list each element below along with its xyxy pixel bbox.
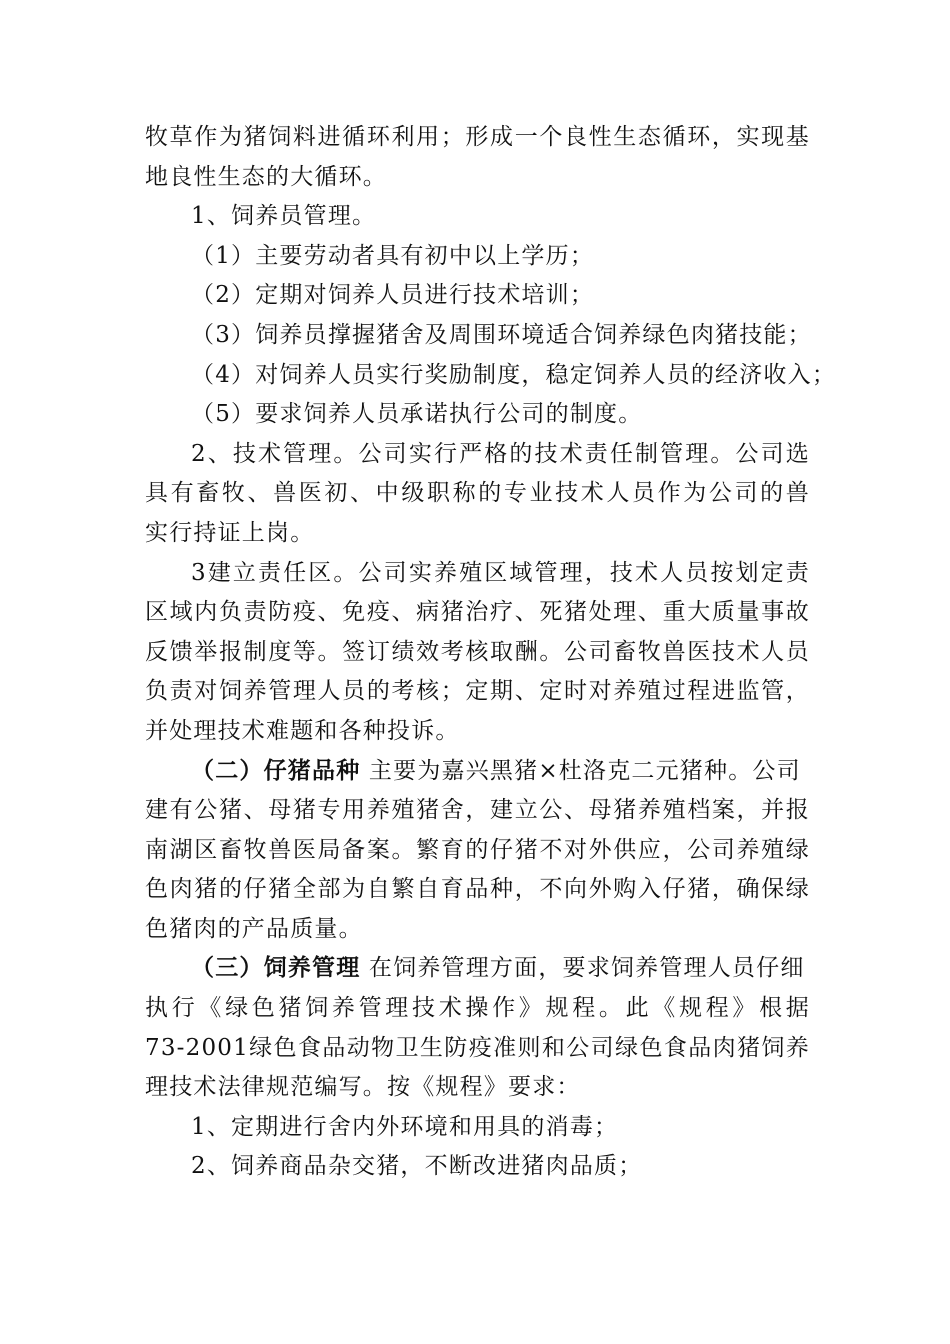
text-line: 色猪肉的产品质量。 <box>145 915 363 942</box>
text-line: 73-2001绿色食品动物卫生防疫准则和公司绿色食品肉猪饲养 <box>145 1034 810 1061</box>
text-line: 牧草作为猪饲料进循环利用；形成一个良性生态循环，实现基 <box>145 124 810 150</box>
list-item: （1）主要劳动者具有初中以上学历； <box>191 242 595 269</box>
list-item: 1、定期进行舍内外环境和用具的消毒； <box>191 1113 619 1140</box>
section-heading-feeding-management: （三）饲养管理 <box>191 955 361 982</box>
text-run: 在饲养管理方面，要求饲养管理人员仔细 <box>368 955 805 982</box>
text-line: 执行《绿色猪饲养管理技术操作》规程。此《规程》根据 <box>145 995 810 1022</box>
text-line: 负责对饲养管理人员的考核；定期、定时对养殖过程进监管， <box>145 678 810 705</box>
text-line: 南湖区畜牧兽医局备案。繁育的仔猪不对外供应，公司养殖绿 <box>145 836 810 863</box>
text-line: 具有畜牧、兽医初、中级职称的专业技术人员作为公司的兽 <box>145 480 810 507</box>
text-run: 主要为嘉兴黑猪×杜洛克二元猪种。公司 <box>368 757 801 784</box>
text-line: 建有公猪、母猪专用养殖猪舍，建立公、母猪养殖档案，并报 <box>145 797 810 824</box>
text-line: 反馈举报制度等。签订绩效考核取酬。公司畜牧兽医技术人员 <box>145 638 810 665</box>
list-item: （2）定期对饲养人员进行技术培训； <box>191 282 595 309</box>
text-line: 并处理技术难题和各种投诉。 <box>145 717 460 744</box>
paragraph-technical-management <box>145 435 810 554</box>
text-line: 2、技术管理。公司实行严格的技术责任制管理。公司选 <box>191 440 810 467</box>
list-item: （4）对饲养人员实行奖励制度，稳定饲养人员的经济收入； <box>191 361 837 388</box>
list-item: （3）饲养员撑握猪舍及周围环境适合饲养绿色肉猪技能； <box>191 321 812 348</box>
text-line: 理技术法律规范编写。按《规程》要求： <box>145 1074 581 1101</box>
text-line <box>145 949 810 989</box>
section-heading-piglet-breed: （二）仔猪品种 <box>191 757 361 784</box>
document-page <box>145 118 837 1187</box>
section-keeper-management: 1、饲养员管理。 <box>191 203 377 230</box>
paragraph-feeding-management <box>145 949 810 1107</box>
text-line: 地良性生态的大循环。 <box>145 163 387 190</box>
text-line <box>145 752 810 792</box>
text-line: 色肉猪的仔猪全部为自繁自育品种，不向外购入仔猪，确保绿 <box>145 876 810 903</box>
text-line: 区域内负责防疫、免疫、病猪治疗、死猪处理、重大质量事故 <box>145 599 810 626</box>
paragraph-responsibility-zone <box>145 554 810 752</box>
text-line: 实行持证上岗。 <box>145 519 315 546</box>
list-item: （5）要求饲养人员承诺执行公司的制度。 <box>191 401 643 428</box>
list-item: 2、饲养商品杂交猪，不断改进猪肉品质； <box>191 1153 643 1180</box>
paragraph-piglet-breed <box>145 752 810 950</box>
paragraph-eco-cycle <box>145 118 810 197</box>
text-line: 3建立责任区。公司实养殖区域管理，技术人员按划定责 <box>191 559 810 586</box>
